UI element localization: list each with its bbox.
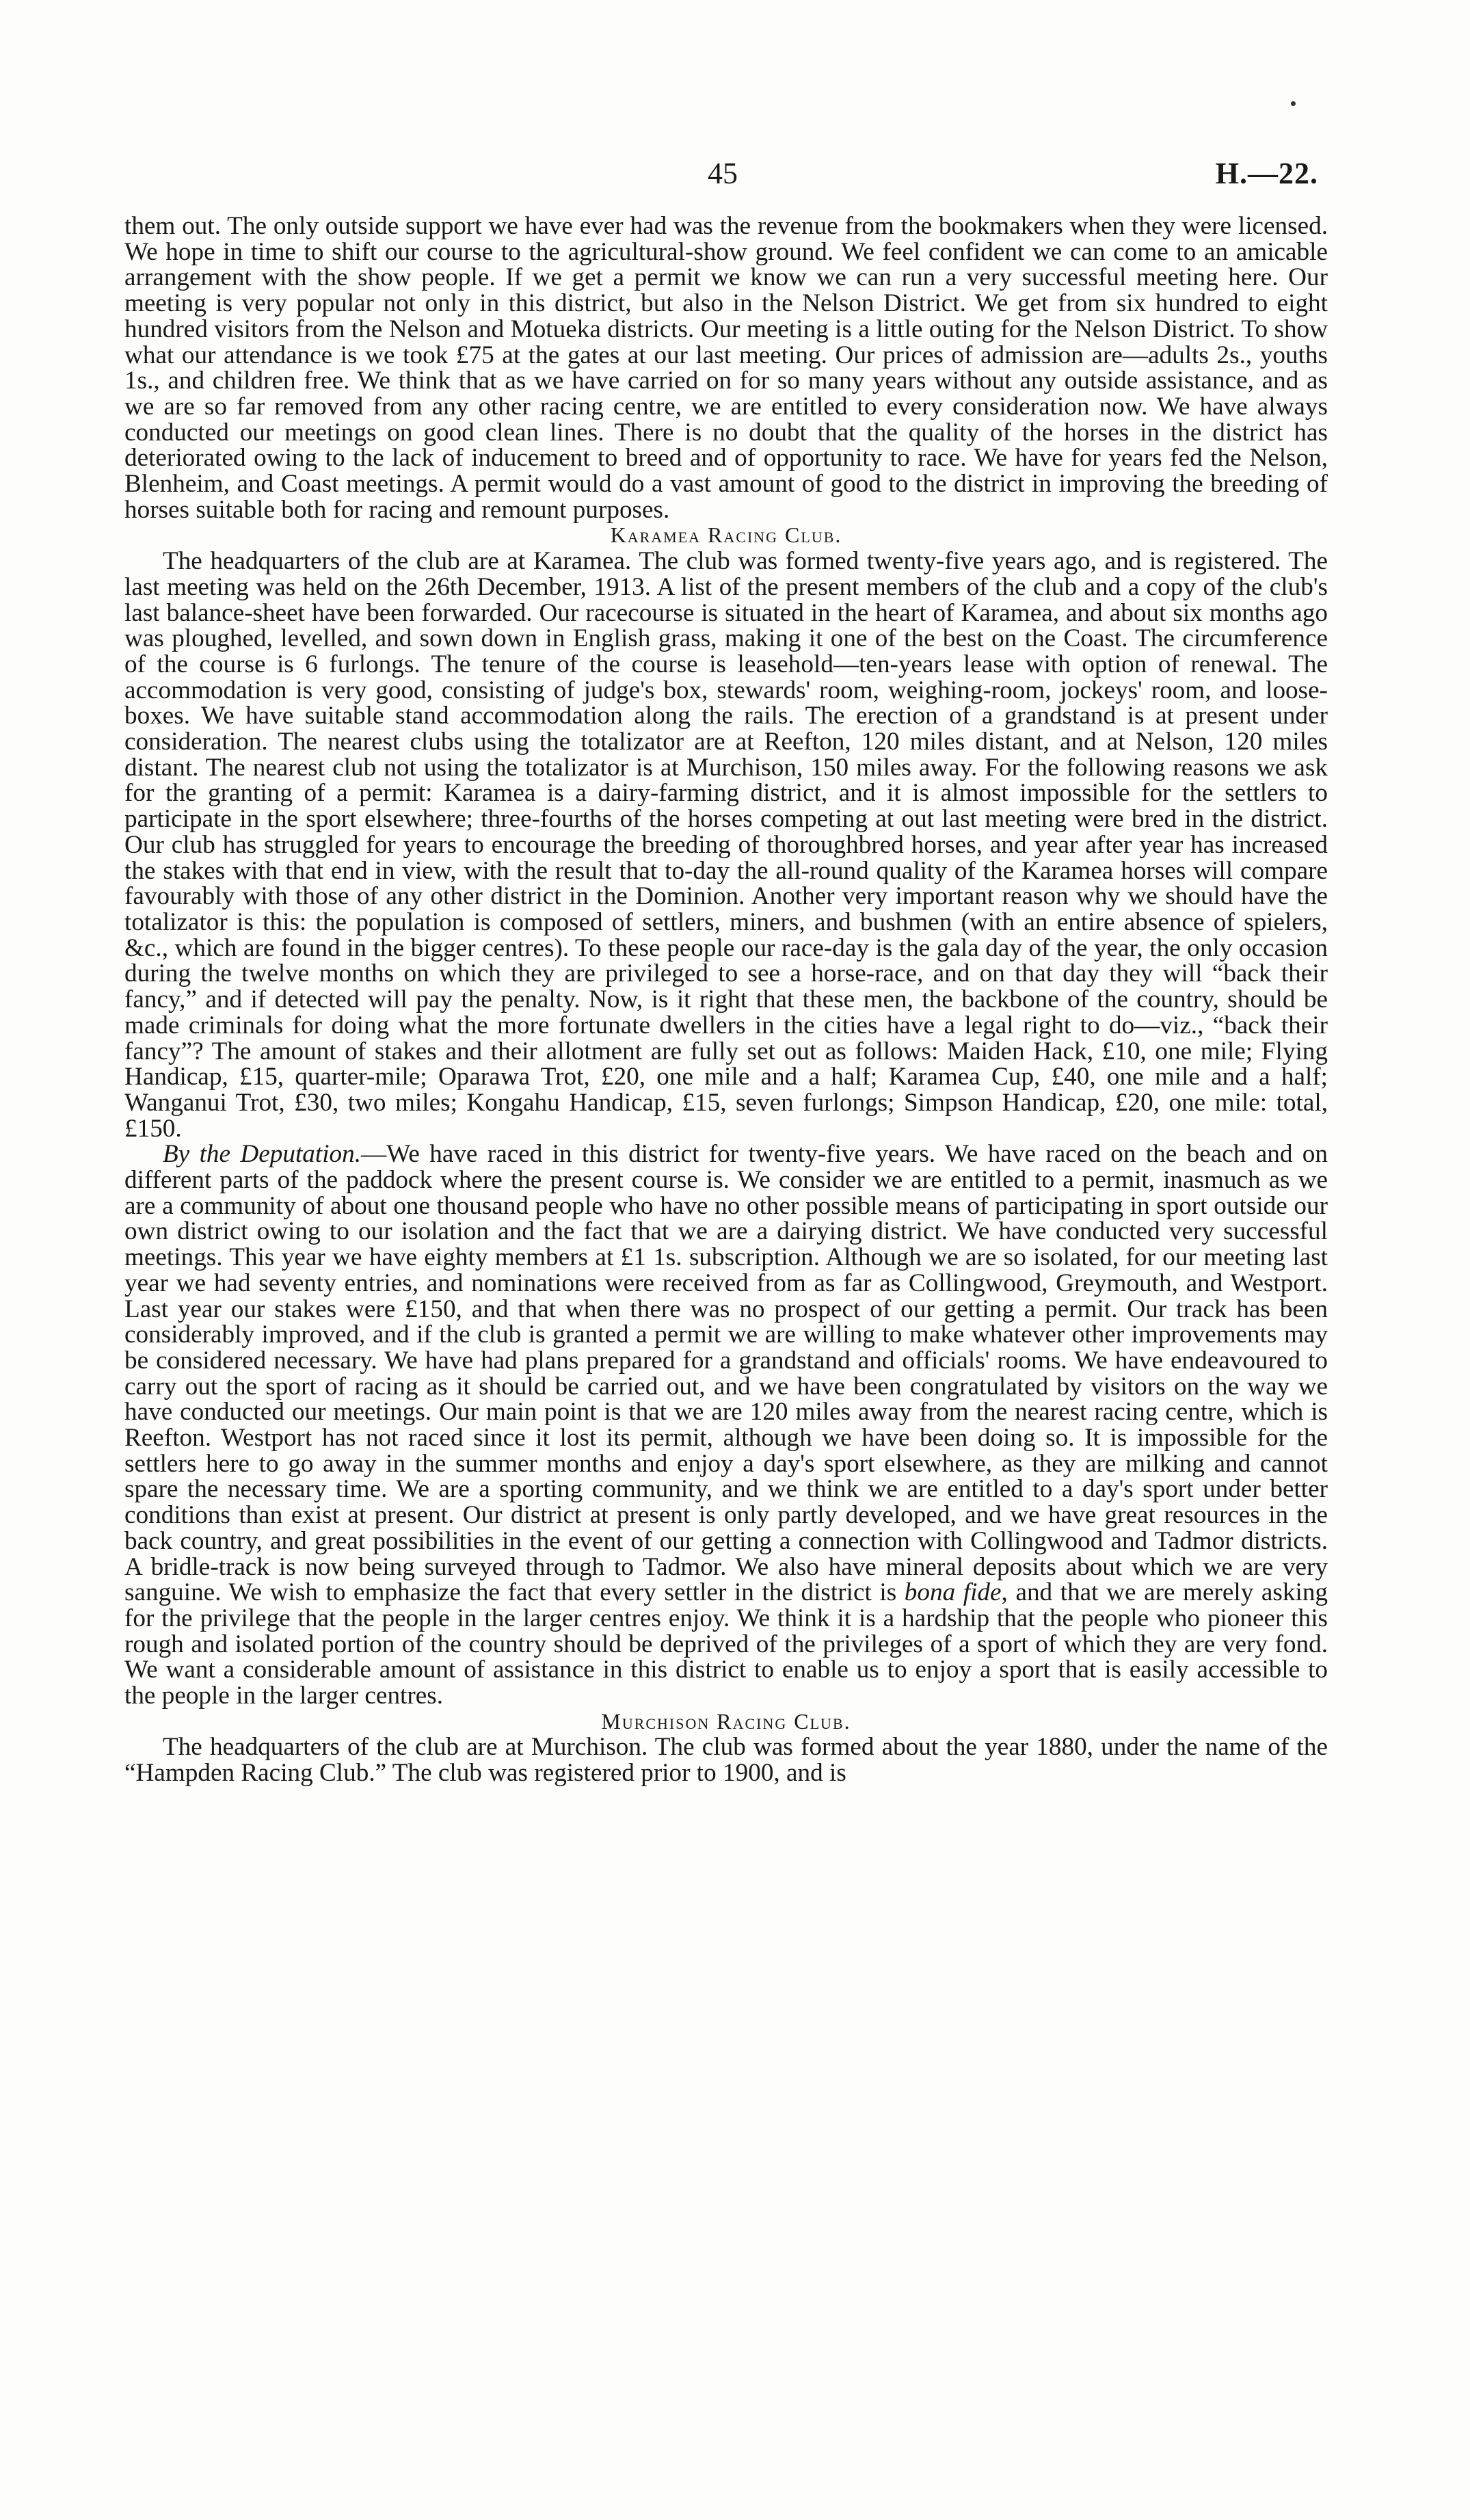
continued-paragraph: them out. The only outside support we have ever had was the revenue from the bookmakers when they were licensed. We hope in time to shift our course to the agricultural-show ground. We feel confident we can come to an amicable arrangement with the show people. If we get a permit we know we can run a very successful meeting here. Our meeting is very popular not only in this district, but also in the Nelson District. We get from six hundred to eight hundred visitors from the Nelson and Motueka districts. Our meeting is a little outing for the Nelson District. To show what our attendance is we took £75 at the gates at our last meeting. Our prices of admission are—adults 2s., youths 1s., and children free. We think that as we have carried on for so many years without any outside assistance, and as we are so far removed from any other racing centre, we are entitled to every consideration now. We have always conducted our meetings on good clean lines. There is no doubt that the quality of the horses in the district has deteriorated owing to the lack of inducement to breed and of opportunity to race. We have for years fed the Nelson, Blenheim, and Coast meetings. A permit would do a vast amount of good to the district in improving the breeding of horses suitable both for racing and remount purposes. bbox=[124, 212, 1328, 524]
deputation-text-end: , and that we are merely asking for the privilege that the people in the larger centres enjoy. We think it is a hardship that the people who pioneer this rough and isolated portion of the country should be deprived of the privileges of a sport of which they are very fond. We want a considerable amount of assistance in this district to enable us to enjoy a sport that is easily accessible to the people in the larger centres. bbox=[124, 1578, 1328, 1710]
deputation-label: By the Deputation. bbox=[163, 1140, 362, 1169]
karamea-paragraph: The headquarters of the club are at Karamea. The club was formed twenty-five years ago, and is registered. The last meeting was held on the 26th December, 1913. A list of the present members of the club and a copy of the club's last balance-sheet have been forwarded. Our racecourse is situated in the heart of Karamea, and about six months ago was ploughed, levelled, and sown down in English grass, making it one of the best on the Coast. The circumference of the course is 6 furlongs. The tenure of the course is leasehold—ten-years lease with option of renewal. The accommodation is very good, consisting of judge's box, stewards' room, weighing-room, jockeys' room, and loose-boxes. We have suitable stand accommodation along the rails. The erection of a grandstand is at present under consideration. The nearest clubs using the totalizator are at Reefton, 120 miles distant, and at Nelson, 120 miles distant. The nearest club not using the totalizator is at Murchison, 150 miles away. For the following reasons we ask for the granting of a permit: Karamea is a dairy-farming district, and it is almost impossible for the settlers to participate in the sport elsewhere; three-fourths of the horses competing at out last meeting were bred in the district. Our club has struggled for years to encourage the breeding of thoroughbred horses, and year after year has increased the stakes with that end in view, with the result that to-day the all-round quality of the Karamea horses will compare favourably with those of any other district in the Dominion. Another very important reason why we should have the totalizator is this: the population is composed of settlers, miners, and bushmen (with an entire absence of spielers, &c., which are found in the bigger centres). To these people our race-day is the gala day of the year, the only occasion during the twelve months on which they are privileged to see a horse-race, and on that day they will “back their fancy,” and if detected will pay the penalty. Now, is it right that these men, the backbone of the country, should be made criminals for doing what the more fortunate dwellers in the cities have a legal right to do—viz., “back their fancy”? The amount of stakes and their allotment are fully set out as follows: Maiden Hack, £10, one mile; Flying Handicap, £15, quarter-mile; Oparawa Trot, £20, one mile and a half; Karamea Cup, £40, one mile and a half; Wanganui Trot, £30, two miles; Kongahu Handicap, £15, seven furlongs; Simpson Handicap, £20, one mile: total, £150. bbox=[124, 547, 1328, 1143]
deputation-text: —We have raced in this district for twenty-five years. We have raced on the beach and on different parts of the paddock where the present course is. We consider we are entitled to a permit, inasmuch as we are a community of about one thousand people who have no other possible means of participating in sport outside our own district owing to our isolation and the fact that we are a dairying district. We have conducted very successful meetings. This year we have eighty members at £1 1s. subscription. Although we are so isolated, for our meeting last year we had seventy entries, and nominations were received from as far as Collingwood, Greymouth, and Westport. Last year our stakes were £150, and that when there was no prospect of our getting a permit. Our track has been considerably improved, and if the club is granted a permit we are willing to make whatever other improvements may be considered necessary. We have had plans prepared for a grandstand and officials' rooms. We have endeavoured to carry out the sport of racing as it should be carried out, and we have been congratulated by visitors on the way we have conducted our meetings. Our main point is that we are 120 miles away from the nearest racing centre, which is Reefton. Westport has not raced since it lost its permit, although we have been doing so. It is impossible for the settlers here to go away in the summer months and enjoy a day's sport elsewhere, as they are milking and cannot spare the necessary time. We are a sporting community, and we think we are entitled to a day's sport under better conditions than exist at present. Our district at present is only partly developed, and we have great resources in the back country, and great possibilities in the event of our getting a connection with Collingwood and Tadmor districts. A bridle-track is now being surveyed through to Tadmor. We also have mineral deposits about which we are very sanguine. We wish to emphasize the fact that every settler in the district is bbox=[124, 1140, 1328, 1607]
ink-speck bbox=[1291, 101, 1296, 106]
document-reference: H.—22. bbox=[1215, 157, 1318, 190]
page-header bbox=[0, 156, 1470, 197]
body-text bbox=[124, 213, 1328, 1786]
page-number: 45 bbox=[708, 157, 738, 190]
bona-fide-text: bona fide bbox=[904, 1578, 1002, 1607]
deputation-paragraph bbox=[124, 1141, 1328, 1708]
section-heading-murchison: Murchison Racing Club. bbox=[601, 1708, 851, 1734]
section-heading-karamea: Karamea Racing Club. bbox=[610, 522, 842, 548]
murchison-paragraph: The headquarters of the club are at Murchison. The club was formed about the year 1880, under the name of the “Hampden Racing Club.” The club was registered prior to 1900, and is bbox=[124, 1733, 1328, 1788]
